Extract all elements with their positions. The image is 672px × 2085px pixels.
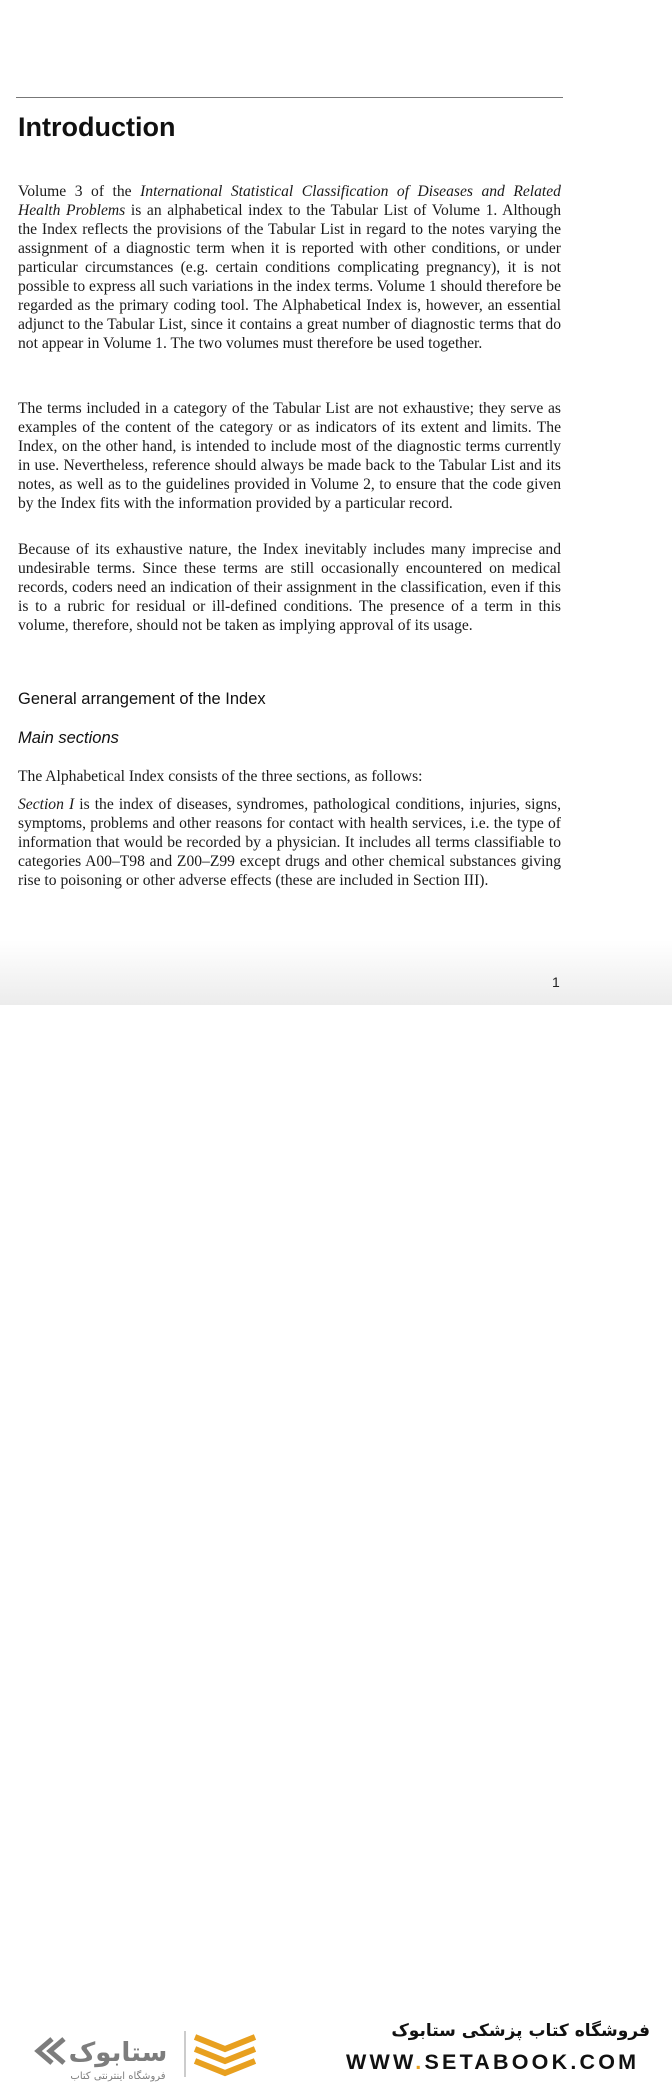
paragraph-exhaustive: Because of its exhaustive nature, the Index inevitably includes many imprecise and undesirable terms. Since these terms are still occasionally encountered on medical records, coders need an indication of their assignment in the classification, even if this is to a rubric for residual or ill-defined conditions. The presence of a term in this volume, therefore, should not be taken as implying approval of its usage. [18,541,561,634]
book-stack-icon [195,2037,255,2073]
subsection-heading: Main sections [18,729,119,747]
page-title: Introduction [18,112,176,142]
setabook-logo[interactable] [30,2023,270,2085]
icd-title-italic: International Statistical Classification of Diseases and Related Health Problems [18,183,561,219]
paragraph-sections-intro: The Alphabetical Index consists of the three sections, as follows: [18,768,423,785]
intro-text-rest: is an alphabetical index to the Tabular List of Volume 1. Although the Index reflects the provisions of the Tabular List in regard to the notes varying the assignment of a diagnostic term when it is reported with other conditions, or under particular circumstances (e.g. certain conditions complicating pregnancy), it is not possible to express all such variations in the index terms. Volume 1 should therefore be regarded as the primary coding tool. The Alphabetical Index is, however, an essential adjunct to the Tabular List, since it contains a great number of diagnostic terms that do not appear in Volume 1. The two volumes must therefore be used together. [18,202,561,352]
store-url-part2: BOOK.COM [493,2050,640,2074]
store-name: فروشگاه کتاب پزشکی ستابوک [391,2021,650,2041]
section-one-text: is the index of diseases, syndromes, pathological conditions, injuries, signs, symptoms, problems and other reasons for contact with health services, i.e. the type of information that would be recorded by a physician. It includes all terms classifiable to categories A00–T98 and Z00–Z99 except drugs and other chemical substances giving rise to poisoning or other adverse effects (these are included in Section III). [18,796,561,889]
paragraph-section-one [18,795,561,890]
paragraph-intro [18,182,561,353]
page-number: 1 [552,974,560,990]
section-one-label: Section I [18,796,75,813]
double-chevron-icon [38,2039,64,2063]
header-rule [16,97,563,98]
logo-tagline: فروشگاه اینترنتی کتاب [70,2071,166,2082]
store-footer [0,1005,672,2082]
url-accent-dot: . [415,2050,425,2074]
section-heading: General arrangement of the Index [18,690,266,708]
paragraph-terms: The terms included in a category of the Tabular List are not exhaustive; they serve as examples of the content of the category or as indicators of its extent and limits. The Index, on the other hand, is intended to include most of the diagnostic terms currently in use. Nevertheless, reference should always be made back to the Tabular List and its notes, as well as to the guidelines provided in Volume 2, to ensure that the code given by the Index fits with the information provided by a particular record. [18,400,561,512]
intro-text-start: Volume 3 of the [18,183,141,200]
store-url[interactable] [346,2050,639,2075]
page-bottom-shade [0,940,672,1005]
logo-wordmark: ستابوک [68,2038,168,2068]
document-page [0,0,672,1005]
store-url-part1: WWW.SETA [346,2050,494,2074]
